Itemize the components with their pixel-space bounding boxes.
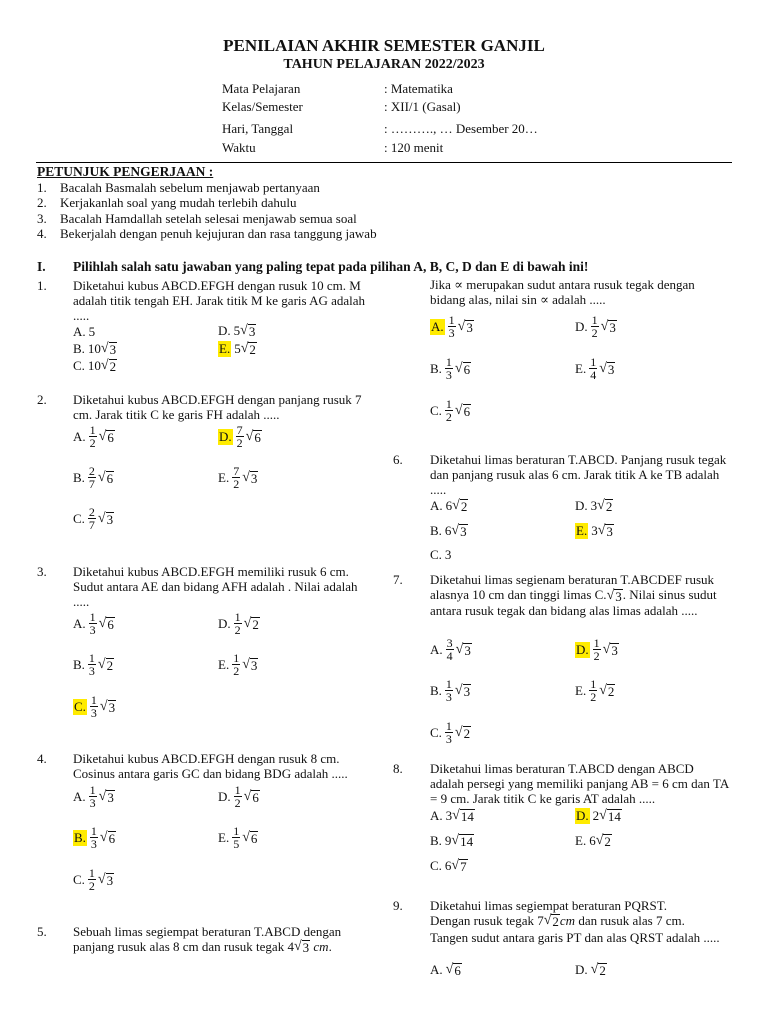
sqrt: √ 2 [454,724,471,741]
sqrt: √ 2 [100,358,117,374]
question-text-line [73,939,332,955]
option-label: A. [73,428,86,444]
fraction: $\frac{1}{2}$ [233,651,240,678]
option-e [575,678,615,703]
option-b [430,356,471,381]
option-label: A. [430,808,443,823]
question-text: Tangen sudut antara garis PT dan alas QRST adalah ..... [430,930,720,945]
option-e [218,341,257,357]
question-number: 5. [37,924,47,939]
option-b [73,652,114,677]
petunjuk-item: Bekerjalah dengan penuh kejujuran dan rasa tanggung jawab [60,226,377,241]
sqrt: √ 3 [97,871,114,888]
unit: cm [559,913,576,928]
option-label: C. [73,871,85,887]
option-a [430,637,472,662]
option-label-highlighted: C. [74,698,86,714]
fraction: $\frac{1}{2}$ [89,423,96,450]
option-c [430,547,451,563]
option-b [430,678,471,703]
option-label-highlighted: A. [431,318,444,334]
option-label: A. [73,788,86,804]
question-number: 8. [393,761,403,776]
info-value-class: : XII/1 (Gasal) [384,99,461,114]
question-number: 7. [393,572,403,587]
option-d [575,637,619,662]
option-label: E. [218,656,230,672]
coefficient: 3 [591,523,598,538]
fraction: $\frac{2}{7}$ [88,505,95,532]
option-label: C. [430,402,442,418]
sqrt: √ 6 [243,788,259,805]
option-c [430,398,471,423]
sqrt: √ 6 [97,469,114,486]
sqrt: √ 3 [606,588,622,604]
coefficient: 6 [445,498,453,513]
option-label: E. [575,360,587,376]
option-b [430,523,468,539]
question-text: Diketahui limas segiempat beraturan PQRST. [430,898,667,913]
question-number: 9. [393,898,403,913]
sqrt: √ 3 [455,641,471,658]
option-label-highlighted: E. [219,341,231,356]
option-label: B. [430,682,442,698]
period: . [328,939,332,954]
option-label: C. [73,358,85,373]
option-label: E. [218,829,230,845]
fraction: $\frac{1}{2}$ [445,397,452,424]
coefficient: 6 [444,523,452,538]
option-label: D. [575,318,588,334]
question-number: 4. [37,751,47,766]
coefficient: 5 [234,341,241,356]
option-label-highlighted: D. [576,808,589,823]
option-b [73,825,116,850]
question-number: 6. [393,452,403,467]
question-text: Diketahui limas beraturan T.ABCD. Panjang rusuk tegak dan panjang rusuk alas 6 cm. Jarak titik A ke TB adalah ..... [430,452,727,497]
petunjuk-num: 3. [37,211,47,226]
fraction: $\frac{1}{3}$ [448,313,455,340]
sqrt: √ 3 [597,523,613,539]
fraction: $\frac{1}{3}$ [90,824,97,851]
option-d [218,784,260,809]
sqrt: √ 2 [597,498,613,514]
sqrt: √ 3 [240,323,256,339]
question-text [430,572,730,618]
fraction: $\frac{3}{4}$ [446,636,453,663]
fraction: $\frac{1}{3}$ [89,783,96,810]
info-value-time: : 120 menit [384,140,444,155]
petunjuk-num: 4. [37,226,47,241]
question-text: Diketahui kubus ABCD.EFGH dengan rusuk 8 cm. Cosinus antara garis GC dan bidang BDG adalah ..... [73,751,348,781]
fraction: $\frac{1}{2}$ [88,866,95,893]
sqrt: √ 3 [451,523,467,539]
sqrt: √ 2 [543,913,559,929]
option-label: D. [218,615,231,631]
petunjuk-item: Kerjakanlah soal yang mudah terlebih dahulu [60,195,297,210]
option-b [73,465,114,490]
option-label: A. [430,641,443,657]
option-d [575,808,622,824]
sqrt: √ 3 [454,682,471,699]
question-text-part: dan rusuk alas 7 cm. [578,913,685,928]
sqrt: √ 2 [590,962,606,978]
fraction: $\frac{1}{2}$ [593,636,600,663]
fraction: $\frac{1}{4}$ [590,355,597,382]
question-text: Diketahui kubus ABCD.EFGH memiliki rusuk 6 cm. Sudut antara AE dan bidang AFH adalah . Nilai adalah ..... [73,564,358,609]
option-d [218,323,256,339]
fraction: $\frac{1}{3}$ [445,719,452,746]
sqrt: √ 3 [97,510,114,527]
option-b [73,341,117,357]
option-d [575,314,617,339]
fraction: $\frac{1}{2}$ [234,783,241,810]
fraction: $\frac{1}{3}$ [90,693,97,720]
sqrt: √ 2 [595,833,611,849]
coefficient: 9 [444,833,452,848]
coefficient: 3 [590,498,598,513]
option-label: A. [73,615,86,631]
option-d [218,424,262,449]
option-label: D. [218,788,231,804]
option-c [73,867,114,892]
option-a [430,498,468,514]
option-a [73,424,115,449]
question-text-part: . Nilai sinus sudut antara rusuk tegak dan bidang alas limas adalah ..... [430,587,717,618]
info-label-class: Kelas/Semester [222,99,303,114]
unit: cm [313,939,329,954]
sqrt: √ 6 [454,402,471,419]
option-e [218,652,258,677]
sqrt: √ 2 [599,682,615,699]
sqrt: √ 6 [98,615,114,632]
fraction: $\frac{1}{2}$ [234,610,241,637]
option-label: C. [430,724,442,740]
option-label: B. [430,833,442,848]
option-label: D. [575,498,588,513]
fraction: $\frac{1}{2}$ [591,313,598,340]
option-a [430,808,475,824]
fraction: $\frac{1}{3}$ [445,677,452,704]
coefficient: 4 [287,939,294,954]
option-c [73,358,117,374]
coefficient: 3 [445,808,453,823]
option-label-highlighted: E. [576,523,588,538]
info-label-date: Hari, Tanggal [222,121,294,136]
coefficient: 6 [444,858,452,873]
fraction: $\frac{1}{5}$ [233,824,240,851]
option-label: B. [430,360,442,376]
sqrt: √ 2 [240,341,256,357]
question-number: 3. [37,564,47,579]
info-value-date: : ………., … Desember 20… [384,121,538,136]
option-label: D. [218,323,231,338]
option-label: B. [430,523,442,538]
fraction: $\frac{7}{2}$ [236,423,243,450]
option-a [73,611,115,636]
petunjuk-num: 2. [37,195,47,210]
petunjuk-item: Bacalah Basmalah sebelum menjawab pertanyaan [60,180,320,195]
option-b [430,833,474,849]
sqrt: √ 2 [97,656,114,673]
sqrt: √ 2 [243,615,259,632]
coefficient: 7 [537,913,544,928]
sqrt: √ 7 [451,858,467,874]
fraction: $\frac{1}{3}$ [89,610,96,637]
sqrt: √ 3 [293,939,310,955]
sqrt: √ 3 [242,469,258,486]
coefficient: 6 [589,833,596,848]
coefficient: 10 [87,341,101,356]
sqrt: √ 6 [99,829,116,846]
coefficient: C. [594,587,607,602]
option-label: A. [430,498,443,513]
sqrt: √ 14 [451,833,474,849]
option-label: E. [575,682,587,698]
coefficient: 5 [233,323,241,338]
info-label-time: Waktu [222,140,256,155]
option-a [73,324,95,340]
question-text-part: Dengan rusuk tegak [430,913,534,928]
option-label: E. [218,469,230,485]
option-label: B. [73,469,85,485]
option-value: 3 [444,547,452,562]
option-e [218,825,258,850]
sqrt: √ 3 [242,656,258,673]
coefficient: 2 [592,808,600,823]
option-label: E. [575,833,587,848]
exam-subtitle: TAHUN PELAJARAN 2022/2023 [283,57,485,72]
option-label: A. [430,962,443,977]
sqrt: √ 3 [599,360,615,377]
question-text: Diketahui limas beraturan T.ABCD dengan ABCD adalah persegi yang memiliki panjang AB = 6 cm dan TA = 9 cm. Jarak titik C ke garis AT adalah ..... [430,761,729,806]
option-e [575,833,612,849]
option-label-highlighted: D. [219,428,232,444]
option-label: C. [430,547,442,562]
option-label: A. [73,324,86,339]
header-divider [36,162,732,163]
option-c [430,720,471,745]
fraction: $\frac{2}{7}$ [88,464,95,491]
option-a [430,962,462,978]
option-a [430,314,474,339]
sqrt: √ 3 [98,788,114,805]
sqrt: √ 6 [245,428,261,445]
option-value: 5 [88,324,96,339]
question-text: panjang rusuk alas 8 cm dan rusuk tegak [73,939,285,954]
option-e [218,465,258,490]
sqrt: √ 3 [600,318,616,335]
option-d [218,611,260,636]
option-e [575,523,614,539]
sqrt: √ 6 [242,829,258,846]
fraction: $\frac{7}{2}$ [233,464,240,491]
fraction: $\frac{1}{3}$ [88,651,95,678]
option-d [575,498,613,514]
sqrt: √ 14 [599,808,621,824]
section-number: I. [37,259,46,274]
sqrt: √ 6 [454,360,471,377]
option-label: B. [73,656,85,672]
question-text-part: Diketahui limas segienam beraturan T.ABCDEF rusuk alasnya 10 cm dan tinggi limas [430,572,715,602]
sqrt: √ 6 [445,962,461,978]
option-c [73,694,116,719]
info-value-subject: : Matematika [384,81,453,96]
exam-title: PENILAIAN AKHIR SEMESTER GANJIL [223,36,545,55]
option-label: B. [73,341,85,356]
petunjuk-num: 1. [37,180,47,195]
fraction: $\frac{1}{2}$ [590,677,597,704]
option-label: C. [430,858,442,873]
option-label: D. [575,962,588,977]
question-number: 1. [37,278,47,293]
option-label: C. [73,510,85,526]
question-text-line [430,913,685,929]
petunjuk-item: Bacalah Hamdallah setelah selesai menjawab semua soal [60,211,357,226]
sqrt: √ 2 [452,498,468,514]
sqrt: √ 14 [452,808,474,824]
question-text: Diketahui kubus ABCD.EFGH dengan rusuk 10 cm. M adalah titik tengah EH. Jarak titik M ke garis AG adalah ..... [73,278,366,323]
question-text: Diketahui kubus ABCD.EFGH dengan panjang rusuk 7 cm. Jarak titik C ke garis FH adalah ..... [73,392,362,422]
fraction: $\frac{1}{3}$ [445,355,452,382]
option-label-highlighted: B. [74,829,86,845]
coefficient: 10 [87,358,101,373]
option-e [575,356,615,381]
sqrt: √ 6 [98,428,114,445]
section-instruction: Pilihlah salah satu jawaban yang paling tepat pada pilihan A, B, C, D dan E di bawah ini! [73,259,589,274]
question-text: Jika ∝ merupakan sudut antara rusuk tegak dengan bidang alas, nilai sin ∝ adalah ..... [430,277,695,307]
question-text: Sebuah limas segiempat beraturan T.ABCD dengan [73,924,342,939]
sqrt: √ 3 [602,641,618,658]
question-number: 2. [37,392,47,407]
petunjuk-title: PETUNJUK PENGERJAAN : [37,164,214,179]
option-c [73,506,114,531]
option-a [73,784,115,809]
option-d [575,962,607,978]
sqrt: √ 3 [99,698,116,715]
sqrt: √ 3 [457,318,473,335]
option-c [430,858,468,874]
sqrt: √ 3 [100,341,117,357]
option-label-highlighted: D. [576,641,589,657]
info-label-subject: Mata Pelajaran [222,81,301,96]
